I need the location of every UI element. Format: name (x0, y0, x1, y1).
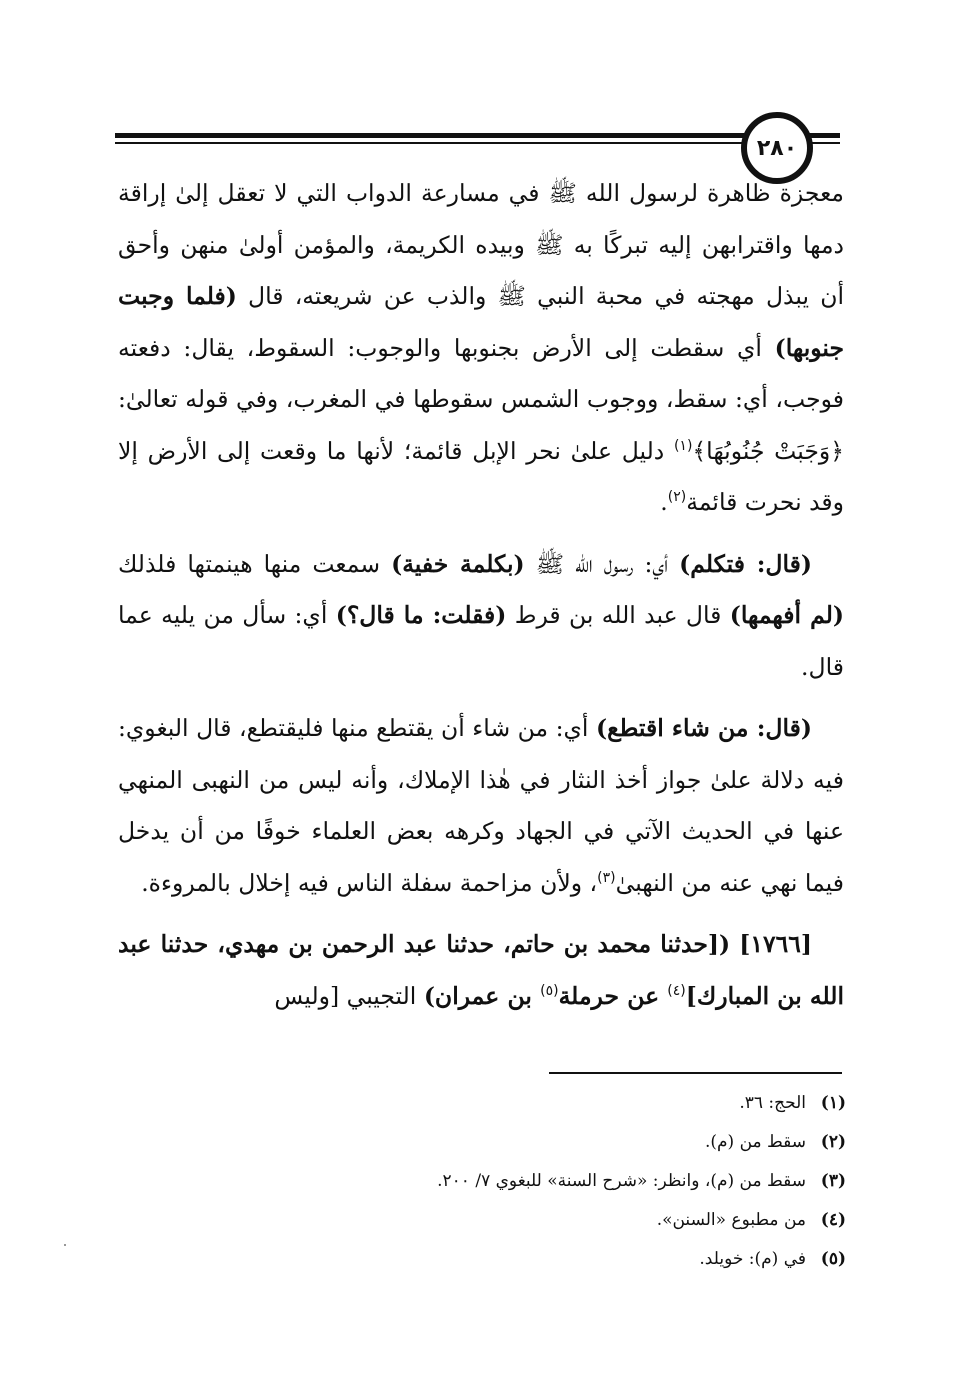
footnote-ref: (١) (673, 437, 693, 454)
footnote-item (286, 1201, 846, 1240)
main-text (118, 168, 844, 1022)
text-run: معجزة ظاهرة لرسول الله ﷺ في مسارعة الدواب التي لا تعقل إلىٰ إراقة دمها واقترابهن إليه تبركًا به ﷺ وبيده الكريمة، والمؤمن أولىٰ منهن وأحق أن يبذل مهجته في محبة النبي ﷺ والذب عن شريعته، قال (118, 179, 844, 310)
footnote-number: (٢) (820, 1132, 846, 1152)
paragraph (118, 168, 844, 529)
footnote-text: في (م): خويلد. (699, 1249, 806, 1269)
text-run: أي سقطت إلى الأرض بجنوبها والوجوب: السقوط، يقال: دفعته فوجب، أي: سقط، ووجوب الشمس سقوطها في المغرب، وفي قوله تعالىٰ: (118, 333, 844, 413)
paragraph (118, 539, 844, 694)
footnote-ref: (٤) (667, 982, 686, 999)
bold-text-run: [١٧٦٦] ([حدثنا محمد بن حاتم، حدثنا عبد الرحمن بن مهدي، حدثنا عبد الله بن المبارك] (118, 930, 844, 1010)
footnote-text: من مطبوع «السنن». (656, 1210, 806, 1230)
text-run: قال عبد الله بن قرط (506, 601, 730, 629)
text-run: أي: رسول الله ﷺ (524, 549, 680, 578)
footnote-number: (٣) (820, 1171, 846, 1191)
text-run: ﴿وَجَبَتْ جُنُوبُهَا﴾ (692, 436, 844, 465)
header-rule-thick (115, 133, 840, 138)
bold-text-run: (قال: من شاء اقتطع) (595, 714, 812, 742)
scan-speck (64, 1244, 66, 1246)
footnote-text: الحج: ٣٦. (739, 1093, 806, 1113)
footnote-ref: (٥) (540, 982, 559, 999)
footnote-ref: (٢) (667, 489, 687, 506)
bold-text-run: عن حرملة (558, 981, 668, 1010)
header-rule-thin (115, 142, 840, 144)
bold-text-run: (فقلت: ما قال؟) (335, 601, 507, 629)
footnote-ref: (٣) (597, 869, 616, 886)
bold-text-run: بن عمران) (423, 981, 541, 1010)
footnotes (286, 1084, 846, 1279)
paragraph (118, 919, 844, 1022)
text-run: التجيبي [وليس (274, 981, 424, 1010)
footnote-separator (549, 1072, 842, 1074)
text-run: أي: سأل من يليه عما قال. (118, 601, 844, 681)
text-run: دليل علىٰ نحر الإبل قائمة؛ لأنها ما وقعت إلى الأرض إلا وقد نحرت قائمة (118, 436, 844, 516)
footnote-number: (٤) (820, 1210, 846, 1230)
footnote-number: (٥) (820, 1249, 846, 1269)
footnote-item (286, 1123, 846, 1162)
bold-text-run: (لم أفهمها) (729, 601, 844, 629)
paragraph (118, 703, 844, 909)
page-number: ٢٨٠ (741, 112, 813, 184)
footnote-text: سقط من (م)، وانظر: «شرح السنة» للبغوي ٧/ ٢٠٠. (437, 1171, 806, 1191)
bold-text-run: (فلما وجبت جنوبها) (118, 282, 844, 362)
footnote-item (286, 1162, 846, 1201)
text-run: ، ولأن مزاحمة سفلة الناس فيه إخلال بالمروءة. (141, 868, 598, 897)
text-run: أي: من شاء أن يقتطع منها فليقتطع، قال البغوي: فيه دلالة علىٰ جواز أخذ النثار في هٰذا الإملاك، وأنه ليس من النهبى المنهي عنها في الحديث الآتي في الجهاد وكرهه بعض العلماء خوفًا من أن يدخل فيما نهي عنه من النهبىٰ (118, 714, 844, 897)
footnote-item (286, 1084, 846, 1123)
footnote-number: (١) (820, 1093, 846, 1113)
text-run: . (660, 488, 668, 516)
bold-text-run: (قال: فتكلم) (679, 549, 812, 578)
text-run: سمعت منها هينمتها فلذلك (118, 549, 392, 578)
footnote-text: سقط من (م). (704, 1132, 806, 1152)
bold-text-run: (بكلمة خفية) (391, 549, 525, 578)
footnote-item (286, 1240, 846, 1279)
